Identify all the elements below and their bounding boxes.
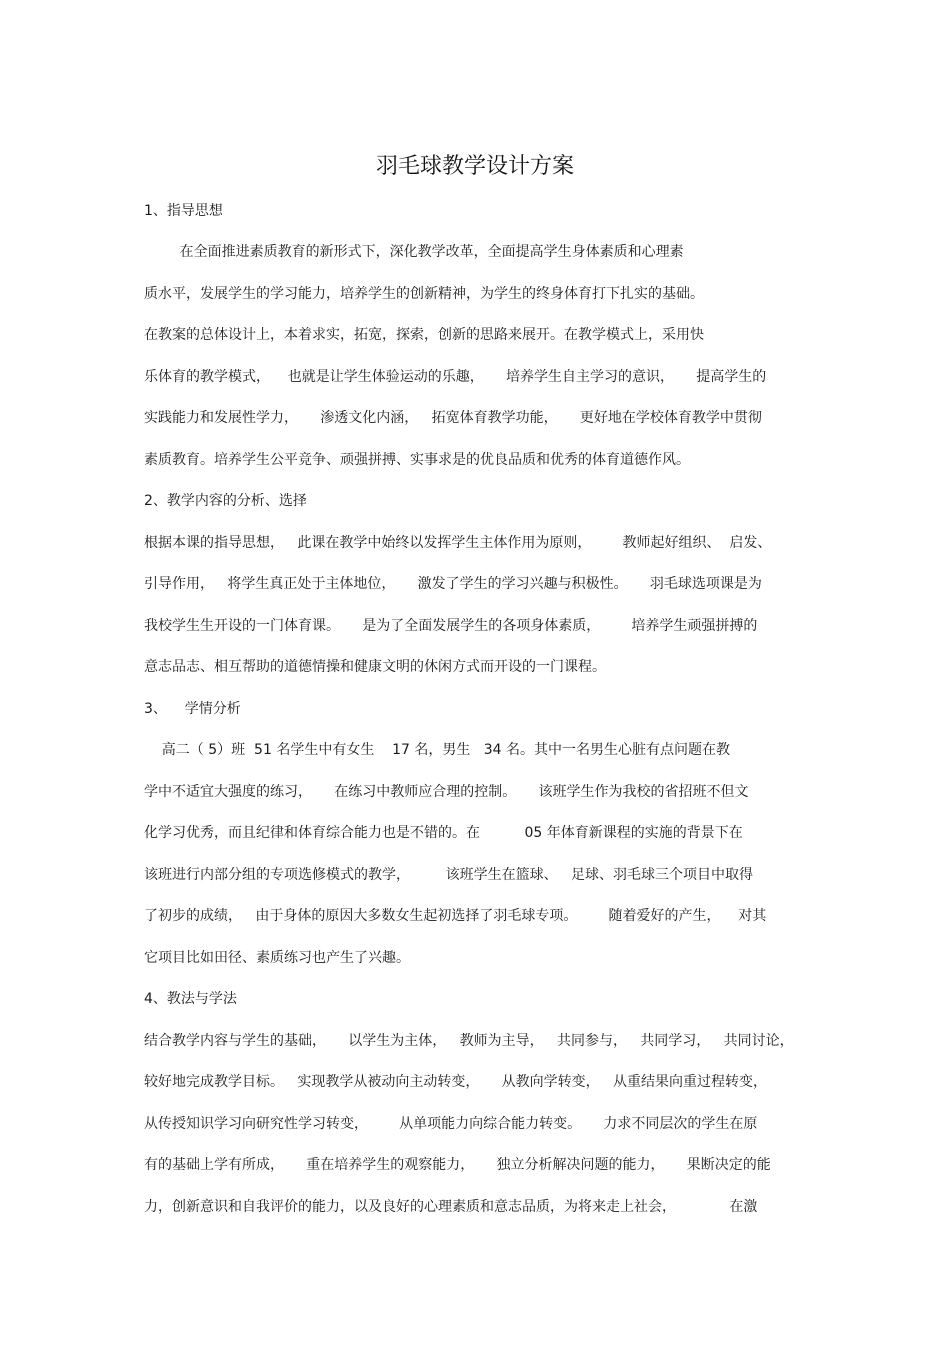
- paragraph-line: 我校学生生开设的一门体育课。 是为了全面发展学生的各项身体素质， 培养学生顽强拼搏的: [144, 618, 758, 634]
- paragraph-line: 了初步的成绩， 由于身体的原因大多数女生起初选择了羽毛球专项。 随着爱好的产生， 对其: [144, 908, 767, 924]
- paragraph-line: 化学习优秀，而且纪律和体育综合能力也是不错的。在 05 年体育新课程的实施的背景下在: [144, 825, 743, 841]
- paragraph-line: 素质教育。培养学生公平竞争、顽强拼搏、实事求是的优良品质和优秀的体育道德作风。: [144, 452, 690, 468]
- paragraph-line: 该班进行内部分组的专项选修模式的教学， 该班学生在篮球、 足球、羽毛球三个项目中取得: [144, 867, 753, 883]
- document-title: 羽毛球教学设计方案: [375, 154, 574, 179]
- paragraph-line: 较好地完成教学目标。 实现教学从被动向主动转变， 从教向学转变， 从重结果向重过程转变，: [144, 1074, 767, 1090]
- paragraph-line: 质水平，发展学生的学习能力，培养学生的创新精神，为学生的终身体育打下扎实的基础。: [144, 286, 704, 302]
- paragraph-line: 它项目比如田径、素质练习也产生了兴趣。: [144, 950, 410, 966]
- paragraph-line: 乐体育的教学模式， 也就是让学生体验运动的乐趣， 培养学生自主学习的意识， 提高学生的: [144, 369, 767, 385]
- section-heading-teaching-methods: 4、教法与学法: [144, 991, 237, 1007]
- paragraph-line: 引导作用， 将学生真正处于主体地位， 激发了学生的学习兴趣与积极性。 羽毛球选项课是为: [144, 576, 762, 592]
- paragraph-line: 力，创新意识和自我评价的能力，以及良好的心理素质和意志品质，为将来走上社会， 在激: [144, 1199, 758, 1215]
- paragraph-line: 高二（ 5）班 51 名学生中有女生 17 名，男生 34 名。其中一名男生心脏有点问题在教: [144, 742, 731, 758]
- paragraph-line: 有的基础上学有所成， 重在培养学生的观察能力， 独立分析解决问题的能力， 果断决定的能: [144, 1157, 771, 1173]
- paragraph-line: 学中不适宜大强度的练习， 在练习中教师应合理的控制。 该班学生作为我校的省招班不但文: [144, 784, 749, 800]
- paragraph-line: 结合教学内容与学生的基础， 以学生为主体， 教师为主导， 共同参与， 共同学习， 共同讨论，: [144, 1033, 794, 1049]
- paragraph-line: 从传授知识学习向研究性学习转变， 从单项能力向综合能力转变。 力求不同层次的学生在原: [144, 1116, 758, 1132]
- paragraph-line: 在教案的总体设计上，本着求实，拓宽，探索，创新的思路来展开。在教学模式上，采用快: [144, 327, 704, 343]
- paragraph-line: 在全面推进素质教育的新形式下，深化教学改革，全面提高学生身体素质和心理素: [144, 244, 684, 260]
- section-heading-student-analysis: 3、 学情分析: [144, 701, 241, 717]
- paragraph-line: 实践能力和发展性学力， 渗透文化内涵， 拓宽体育教学功能， 更好地在学校体育教学中贯彻: [144, 410, 762, 426]
- paragraph-line: 意志品志、相互帮助的道德情操和健康文明的休闲方式而开设的一门课程。: [144, 659, 606, 675]
- paragraph-line: 根据本课的指导思想， 此课在教学中始终以发挥学生主体作用为原则， 教师起好组织、 启发、: [144, 535, 772, 551]
- section-heading-content-analysis: 2、教学内容的分析、选择: [144, 493, 307, 509]
- section-heading-guiding-ideology: 1、指导思想: [144, 203, 223, 219]
